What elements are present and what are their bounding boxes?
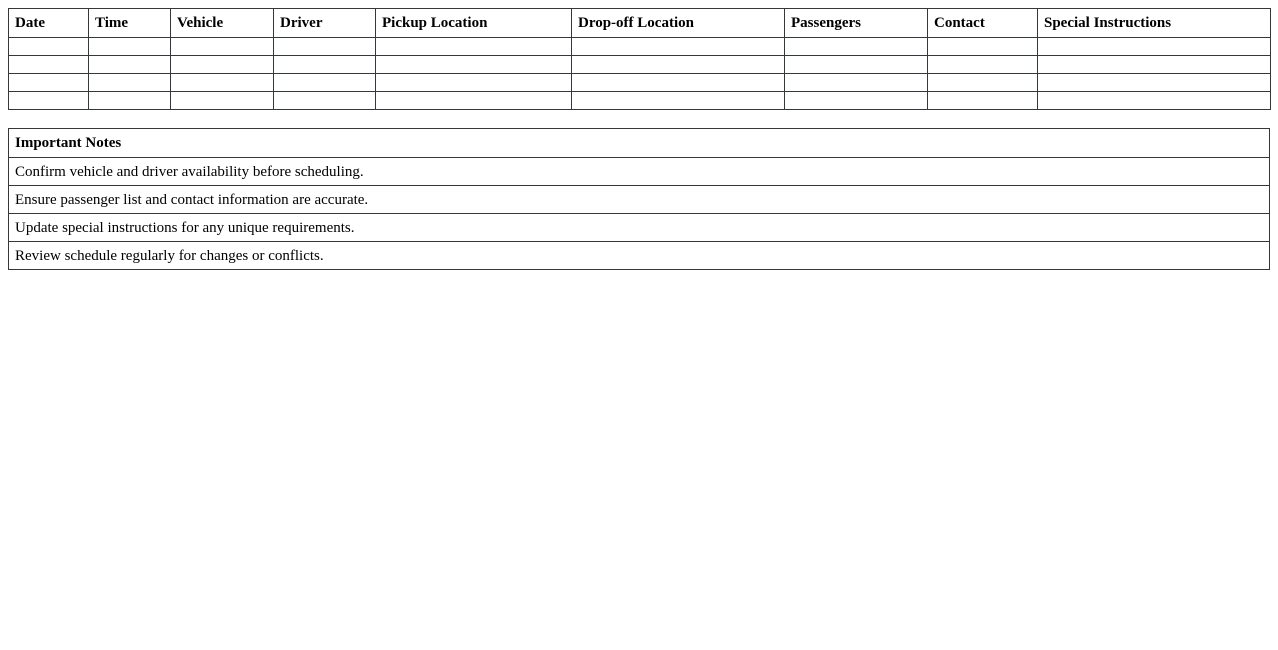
cell-driver[interactable] [274, 92, 376, 110]
column-header-vehicle: Vehicle [171, 9, 274, 38]
notes-header-label: Important Notes [9, 129, 1270, 158]
cell-vehicle[interactable] [171, 74, 274, 92]
cell-dropoff-location[interactable] [572, 92, 785, 110]
cell-special-instructions[interactable] [1038, 56, 1271, 74]
cell-contact[interactable] [928, 38, 1038, 56]
table-header-row [9, 9, 1271, 38]
cell-time[interactable] [89, 74, 171, 92]
list-item [9, 214, 1270, 242]
notes-header-row [9, 129, 1270, 158]
cell-vehicle[interactable] [171, 38, 274, 56]
column-header-date: Date [9, 9, 89, 38]
column-header-contact: Contact [928, 9, 1038, 38]
cell-special-instructions[interactable] [1038, 92, 1271, 110]
cell-vehicle[interactable] [171, 56, 274, 74]
note-item-4: Review schedule regularly for changes or conflicts. [9, 242, 1270, 270]
important-notes-table [8, 128, 1270, 270]
cell-passengers[interactable] [785, 56, 928, 74]
list-item [9, 242, 1270, 270]
cell-driver[interactable] [274, 56, 376, 74]
cell-date[interactable] [9, 92, 89, 110]
cell-passengers[interactable] [785, 92, 928, 110]
cell-pickup-location[interactable] [376, 56, 572, 74]
cell-time[interactable] [89, 92, 171, 110]
cell-dropoff-location[interactable] [572, 56, 785, 74]
cell-contact[interactable] [928, 74, 1038, 92]
cell-passengers[interactable] [785, 38, 928, 56]
cell-dropoff-location[interactable] [572, 38, 785, 56]
cell-pickup-location[interactable] [376, 38, 572, 56]
document-page [0, 0, 1278, 270]
cell-date[interactable] [9, 56, 89, 74]
table-row[interactable] [9, 92, 1271, 110]
cell-special-instructions[interactable] [1038, 74, 1271, 92]
cell-contact[interactable] [928, 92, 1038, 110]
table-spacer [8, 110, 1270, 128]
cell-date[interactable] [9, 38, 89, 56]
cell-time[interactable] [89, 56, 171, 74]
table-row[interactable] [9, 56, 1271, 74]
table-row[interactable] [9, 38, 1271, 56]
cell-pickup-location[interactable] [376, 74, 572, 92]
column-header-dropoff-location: Drop-off Location [572, 9, 785, 38]
cell-contact[interactable] [928, 56, 1038, 74]
cell-date[interactable] [9, 74, 89, 92]
cell-dropoff-location[interactable] [572, 74, 785, 92]
list-item [9, 158, 1270, 186]
table-row[interactable] [9, 74, 1271, 92]
cell-pickup-location[interactable] [376, 92, 572, 110]
column-header-passengers: Passengers [785, 9, 928, 38]
column-header-time: Time [89, 9, 171, 38]
column-header-pickup-location: Pickup Location [376, 9, 572, 38]
note-item-1: Confirm vehicle and driver availability before scheduling. [9, 158, 1270, 186]
cell-vehicle[interactable] [171, 92, 274, 110]
cell-time[interactable] [89, 38, 171, 56]
cell-driver[interactable] [274, 38, 376, 56]
column-header-driver: Driver [274, 9, 376, 38]
cell-special-instructions[interactable] [1038, 38, 1271, 56]
list-item [9, 186, 1270, 214]
note-item-2: Ensure passenger list and contact information are accurate. [9, 186, 1270, 214]
column-header-special-instructions: Special Instructions [1038, 9, 1271, 38]
transport-schedule-table [8, 8, 1271, 110]
note-item-3: Update special instructions for any unique requirements. [9, 214, 1270, 242]
cell-driver[interactable] [274, 74, 376, 92]
cell-passengers[interactable] [785, 74, 928, 92]
